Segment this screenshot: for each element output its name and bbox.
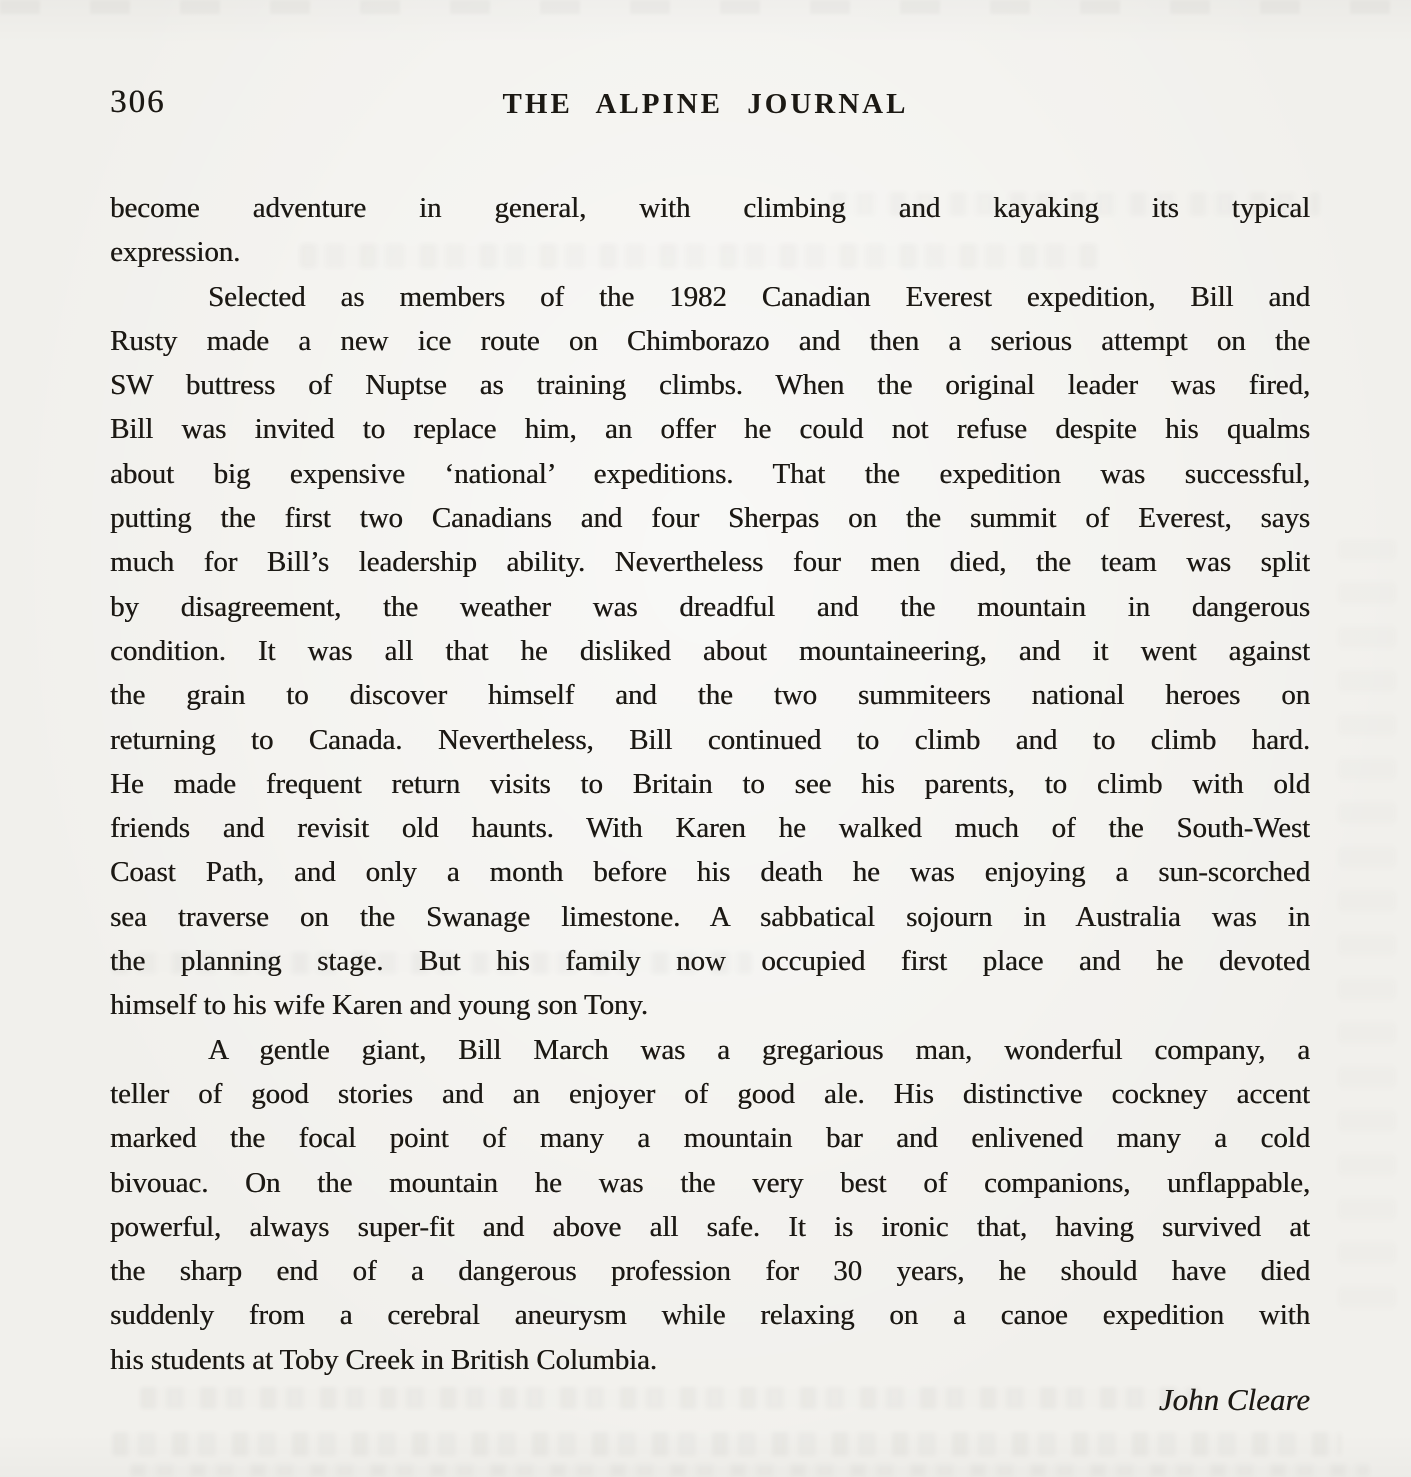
text-line: putting the first two Canadians and four Sherpas on the summit of Everest, says bbox=[110, 502, 1310, 535]
text-line: bivouac. On the mountain he was the very best of companions, unflappable, bbox=[110, 1166, 1310, 1199]
text-line: He made frequent return visits to Britain to see his parents, to climb with old bbox=[110, 767, 1310, 800]
text-line: Selected as members of the 1982 Canadian Everest expedition, Bill and bbox=[208, 280, 1310, 313]
text-line: expression. bbox=[110, 236, 241, 269]
text-line: Bill was invited to replace him, an offer he could not refuse despite his qualms bbox=[110, 413, 1310, 446]
obituary-text bbox=[110, 186, 1310, 1382]
page-body bbox=[110, 186, 1310, 1382]
text-line: sea traverse on the Swanage limestone. A sabbatical sojourn in Australia was in bbox=[110, 900, 1310, 933]
bleed-through-smudge bbox=[112, 1432, 1342, 1456]
text-line: become adventure in general, with climbing and kayaking its typical bbox=[110, 192, 1310, 224]
text-line: Rusty made a new ice route on Chimborazo and then a serious attempt on the bbox=[110, 324, 1310, 357]
text-line: much for Bill’s leadership ability. Nevertheless four men died, the team was split bbox=[110, 546, 1310, 579]
text-line: the sharp end of a dangerous profession for 30 years, he should have died bbox=[110, 1255, 1310, 1288]
text-line: A gentle giant, Bill March was a gregarious man, wonderful company, a bbox=[208, 1033, 1310, 1066]
running-title: THE ALPINE JOURNAL bbox=[502, 88, 909, 120]
bleed-through-smudge bbox=[1338, 540, 1396, 1320]
text-line: returning to Canada. Nevertheless, Bill continued to climb and to climb hard. bbox=[110, 723, 1310, 756]
text-line: SW buttress of Nuptse as training climbs. When the original leader was fired, bbox=[110, 369, 1310, 402]
text-line: condition. It was all that he disliked about mountaineering, and it went against bbox=[110, 634, 1310, 667]
signature: John Cleare bbox=[1158, 1382, 1310, 1417]
page-number: 306 bbox=[110, 84, 166, 120]
text-line: by disagreement, the weather was dreadful and the mountain in dangerous bbox=[110, 590, 1310, 623]
text-line: suddenly from a cerebral aneurysm while relaxing on a canoe expedition with bbox=[110, 1299, 1310, 1332]
text-line: marked the focal point of many a mountain bar and enlivened many a cold bbox=[110, 1122, 1310, 1155]
text-line: about big expensive ‘national’ expeditions. That the expedition was successful, bbox=[110, 457, 1310, 490]
paragraph bbox=[110, 186, 1310, 275]
text-line: Coast Path, and only a month before his death he was enjoying a sun-scorched bbox=[110, 856, 1310, 889]
text-line: himself to his wife Karen and young son Tony. bbox=[110, 989, 648, 1022]
text-line: his students at Toby Creek in British Columbia. bbox=[110, 1343, 657, 1376]
bleed-through-smudge bbox=[130, 1464, 1370, 1477]
text-line: friends and revisit old haunts. With Karen he walked much of the South-West bbox=[110, 812, 1310, 845]
text-line: the grain to discover himself and the two summiteers national heroes on bbox=[110, 679, 1310, 712]
scan-edge-texture bbox=[0, 0, 1411, 14]
text-line: powerful, always super-fit and above all safe. It is ironic that, having survived at bbox=[110, 1210, 1310, 1243]
text-line: the planning stage. But his family now occupied first place and he devoted bbox=[110, 945, 1310, 978]
paragraph bbox=[110, 275, 1310, 1028]
text-line: teller of good stories and an enjoyer of good ale. His distinctive cockney accent bbox=[110, 1077, 1310, 1110]
paragraph bbox=[110, 1028, 1310, 1382]
